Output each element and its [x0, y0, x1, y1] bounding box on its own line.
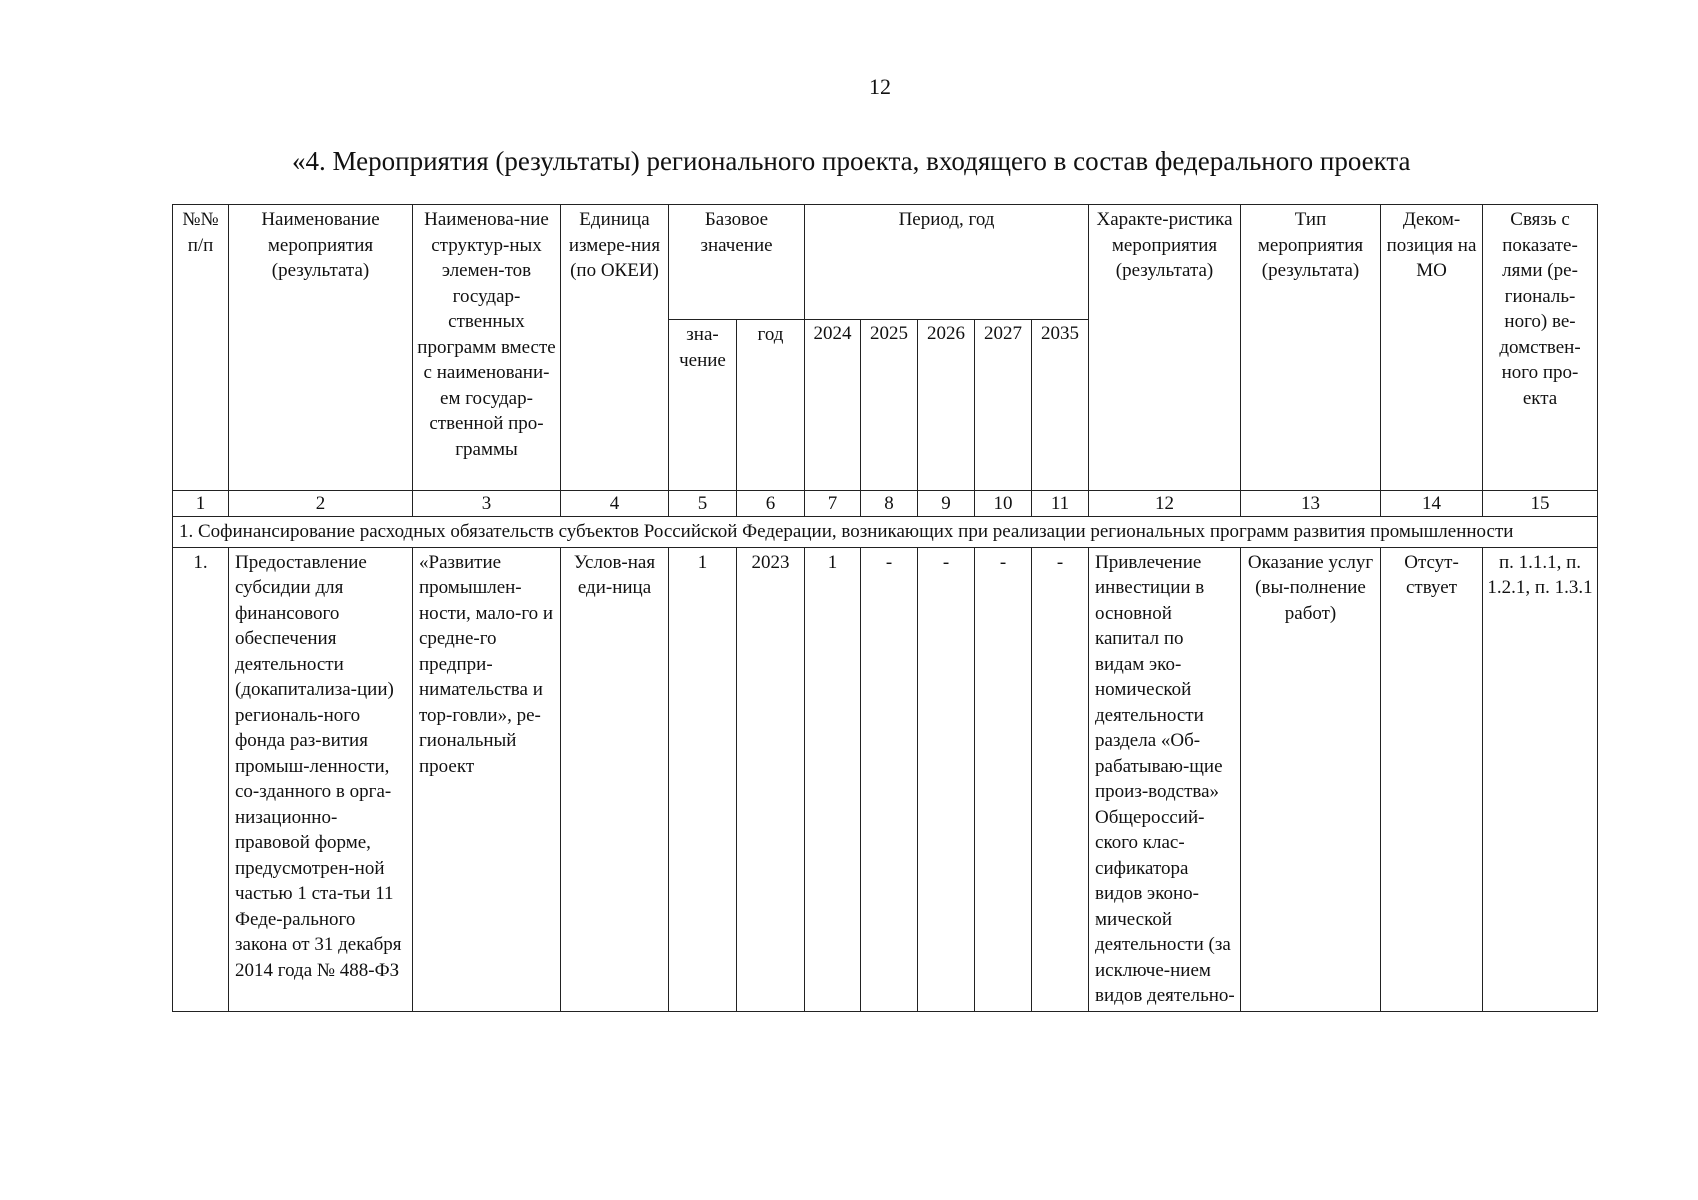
header-unit: Единица измере-ния (по ОКЕИ) — [561, 205, 669, 491]
base-year-cell: 2023 — [737, 547, 805, 1011]
unit-cell: Услов-ная еди-ница — [561, 547, 669, 1011]
value-2035-cell: - — [1032, 547, 1089, 1011]
column-number: 9 — [918, 491, 975, 517]
column-number: 15 — [1483, 491, 1598, 517]
header-year-2035: 2035 — [1032, 320, 1089, 491]
column-number: 8 — [861, 491, 918, 517]
header-year-2024: 2024 — [805, 320, 861, 491]
header-structural-elements: Наименова-ние структур-ных элемен-тов государ-ственных программ вместе с наименовани-ем государ-ственной про-граммы — [413, 205, 561, 491]
column-number: 7 — [805, 491, 861, 517]
column-number: 10 — [975, 491, 1032, 517]
header-number: №№ п/п — [173, 205, 229, 491]
header-period: Период, год — [805, 205, 1089, 320]
table-row — [173, 547, 1598, 1011]
base-value-cell: 1 — [669, 547, 737, 1011]
header-event-name: Наименование мероприятия (результата) — [229, 205, 413, 491]
type-cell: Оказание услуг (вы-полнение работ) — [1241, 547, 1381, 1011]
page-title: «4. Мероприятия (результаты) регионального проекта, входящего в состав федерального проекта — [292, 146, 1411, 176]
column-number: 5 — [669, 491, 737, 517]
event-name-cell: Предоставление субсидии для финансового обеспечения деятельности (докапитализа-ции) региональ-ного фонда раз-вития промыш-ленности, со-зданного в орга-низационно-правовой форме, предусмотрен-ной частью 1 ста-тьи 11 Феде-рального закона от 31 декабря 2014 года № 488-ФЗ — [229, 547, 413, 1011]
column-number: 1 — [173, 491, 229, 517]
column-number: 12 — [1089, 491, 1241, 517]
header-base-value: Базовое значение — [669, 205, 805, 320]
header-decomposition: Деком-позиция на МО — [1381, 205, 1483, 491]
program-cell: «Развитие промышлен-ности, мало-го и средне-го предпри-нимательства и тор-говли», ре-гиональный проект — [413, 547, 561, 1011]
column-number: 6 — [737, 491, 805, 517]
section-row — [173, 517, 1598, 548]
value-2027-cell: - — [975, 547, 1032, 1011]
header-link: Связь с показате-лями (ре-гиональ-ного) ве-домствен-ного про-екта — [1483, 205, 1598, 491]
column-number: 11 — [1032, 491, 1089, 517]
header-year-2027: 2027 — [975, 320, 1032, 491]
header-row — [173, 205, 1598, 320]
decomposition-cell: Отсут-ствует — [1381, 547, 1483, 1011]
column-number: 14 — [1381, 491, 1483, 517]
link-cell: п. 1.1.1, п. 1.2.1, п. 1.3.1 — [1483, 547, 1598, 1011]
header-type: Тип мероприятия (результата) — [1241, 205, 1381, 491]
header-characteristic: Характе-ристика мероприятия (результата) — [1089, 205, 1241, 491]
header-base-value-year: год — [737, 320, 805, 491]
value-2024-cell: 1 — [805, 547, 861, 1011]
column-number: 2 — [229, 491, 413, 517]
value-2026-cell: - — [918, 547, 975, 1011]
header-year-2025: 2025 — [861, 320, 918, 491]
column-number-row — [173, 491, 1598, 517]
page-number: 12 — [869, 74, 891, 99]
column-number: 3 — [413, 491, 561, 517]
header-base-value-value: зна-чение — [669, 320, 737, 491]
header-year-2026: 2026 — [918, 320, 975, 491]
characteristic-cell: Привлечение инвестиции в основной капитал по видам эко-номической деятельности раздела «Об-рабатываю-щие произ-водства» Общероссий-ского клас-сификатора видов эконо-мической деятельности (за исключе-нием видов деятельно- — [1089, 547, 1241, 1011]
column-number: 4 — [561, 491, 669, 517]
value-2025-cell: - — [861, 547, 918, 1011]
events-table — [172, 204, 1598, 1012]
section-title: 1. Софинансирование расходных обязательств субъектов Российской Федерации, возникающих при реализации региональных программ развития промышленности — [173, 517, 1598, 548]
row-number: 1. — [173, 547, 229, 1011]
column-number: 13 — [1241, 491, 1381, 517]
